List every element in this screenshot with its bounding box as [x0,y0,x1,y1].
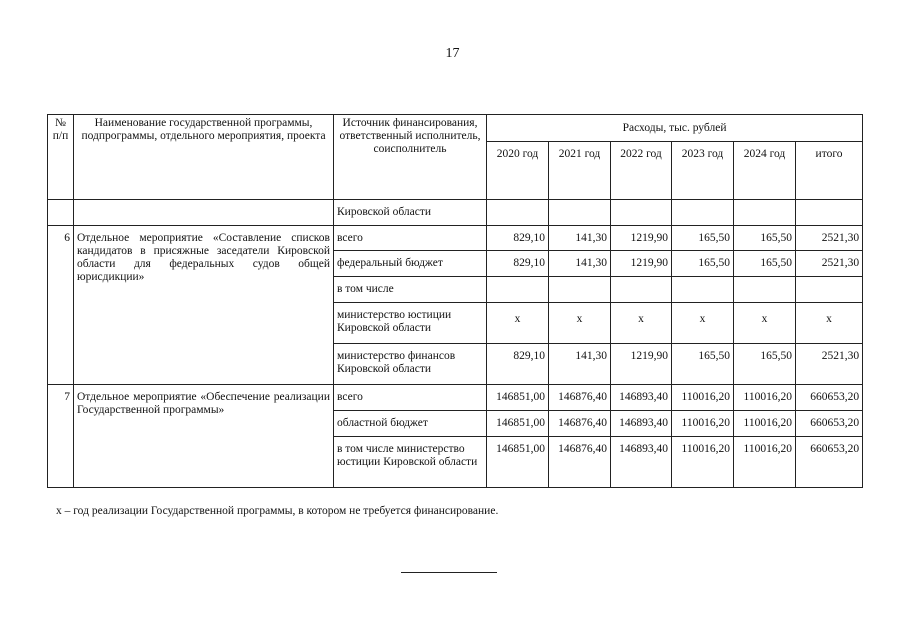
cell-value: 141,30 [549,251,611,277]
cell-value: 829,10 [487,226,549,251]
header-source: Источник финансирования, ответственный исполнитель, соисполнитель [334,115,487,200]
cell-source: всего [334,385,487,411]
cell-item-name: Отдельное мероприятие «Составление списков кандидатов в присяжные заседатели Кировской области для федеральных судов общей юрисдикции» [74,226,334,385]
header-year-2022: 2022 год [611,142,672,200]
cell-value: 660653,20 [796,437,863,488]
cell-value: 146851,00 [487,437,549,488]
cell-value: 141,30 [549,226,611,251]
cell-value: х [734,303,796,344]
cell-empty [487,200,549,226]
header-year-2023: 2023 год [672,142,734,200]
page-number: 17 [445,46,460,61]
cell-value: 165,50 [672,251,734,277]
cell-item-no: 7 [48,385,74,488]
cell-source: в том числе министерство юстиции Кировской области [334,437,487,488]
header-year-2021: 2021 год [549,142,611,200]
cell-source: министерство юстиции Кировской области [334,303,487,344]
cell-value: х [672,303,734,344]
cell-value [487,277,549,303]
cell-value: 146851,00 [487,411,549,437]
cell-value: 110016,20 [672,411,734,437]
cell-value: х [549,303,611,344]
cell-value [672,277,734,303]
cell-value: 146876,40 [549,411,611,437]
cell-source: федеральный бюджет [334,251,487,277]
cell-value [549,277,611,303]
cell-empty [672,200,734,226]
cell-value: 165,50 [672,226,734,251]
cell-empty [611,200,672,226]
cell-empty [549,200,611,226]
cell-value: 146893,40 [611,437,672,488]
cell-value: 146851,00 [487,385,549,411]
cell-value [611,277,672,303]
cell-value: 146893,40 [611,385,672,411]
cell-value: х [487,303,549,344]
cell-empty [796,200,863,226]
cell-value: 110016,20 [672,385,734,411]
cell-value: 141,30 [549,344,611,385]
cell-value: 146876,40 [549,437,611,488]
cell-item-name: Отдельное мероприятие «Обеспечение реализации Государственной программы» [74,385,334,488]
cell-source: в том числе [334,277,487,303]
cell-value: 110016,20 [734,437,796,488]
cell-value: 2521,30 [796,344,863,385]
cell-value: 2521,30 [796,226,863,251]
header-year-2024: 2024 год [734,142,796,200]
cell-value: 165,50 [734,251,796,277]
cell-value: 165,50 [672,344,734,385]
header-no: № п/п [48,115,74,200]
table-row [48,226,863,251]
cell-value: 1219,90 [611,344,672,385]
cell-value: 165,50 [734,344,796,385]
cell-value: 1219,90 [611,226,672,251]
cell-source: министерство финансов Кировской области [334,344,487,385]
header-year-2020: 2020 год [487,142,549,200]
cell-source: всего [334,226,487,251]
cell-value: 1219,90 [611,251,672,277]
header-expenses: Расходы, тыс. рублей [487,115,863,142]
cell-value: 110016,20 [734,385,796,411]
cell-item-no: 6 [48,226,74,385]
cell-source: областной бюджет [334,411,487,437]
cell-empty [74,200,334,226]
cell-empty [48,200,74,226]
cell-value: х [611,303,672,344]
header-name: Наименование государственной программы, подпрограммы, отдельного мероприятия, проекта [74,115,334,200]
cell-value [734,277,796,303]
cell-source: Кировской области [334,200,487,226]
cell-value: 165,50 [734,226,796,251]
table-row [48,385,863,411]
cell-value: 2521,30 [796,251,863,277]
cell-value [796,277,863,303]
cell-value: 660653,20 [796,385,863,411]
cell-value: х [796,303,863,344]
footnote: х – год реализации Государственной программы, в котором не требуется финансирование. [56,505,499,517]
cell-value: 829,10 [487,344,549,385]
cell-value: 110016,20 [734,411,796,437]
cell-empty [734,200,796,226]
cell-value: 660653,20 [796,411,863,437]
cell-value: 146876,40 [549,385,611,411]
header-total: итого [796,142,863,200]
separator-line [401,572,497,573]
cell-value: 110016,20 [672,437,734,488]
budget-table [47,114,863,488]
cell-value: 829,10 [487,251,549,277]
cell-value: 146893,40 [611,411,672,437]
table-row [48,200,863,226]
